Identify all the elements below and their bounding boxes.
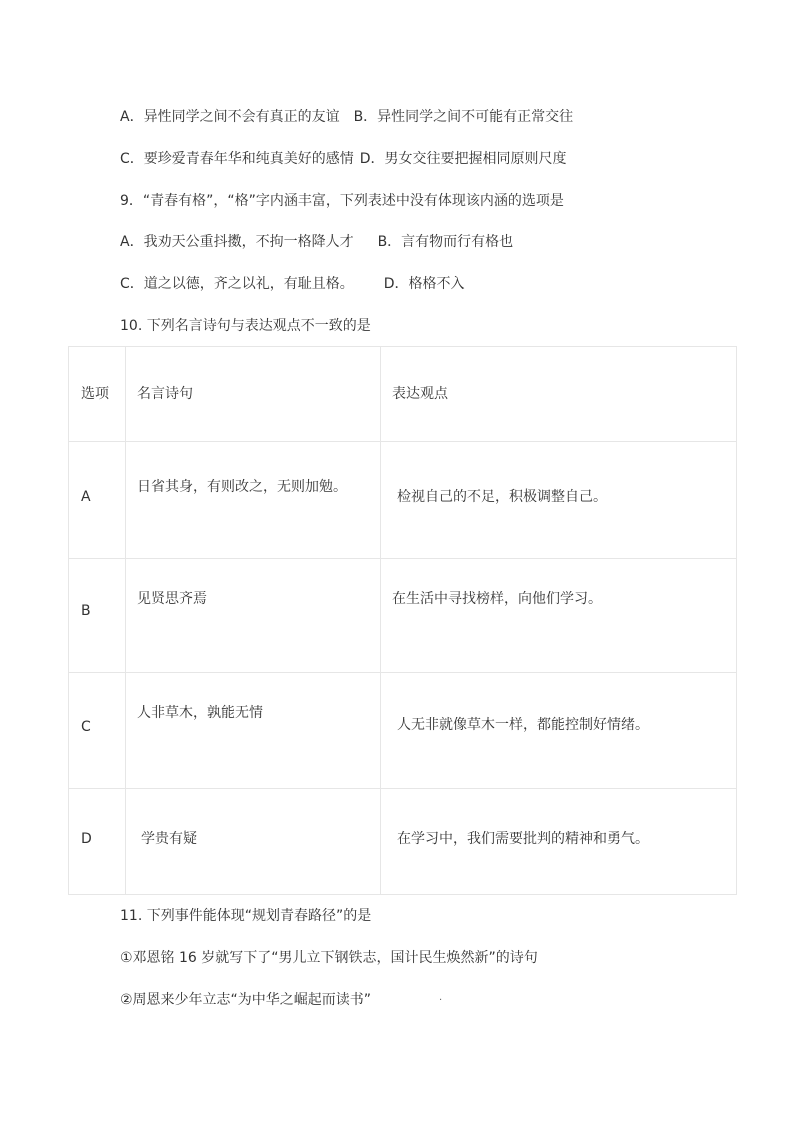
q8-options-row1 <box>120 107 573 127</box>
q11-item-2: ②周恩来少年立志“为中华之崛起而读书” <box>120 992 372 1008</box>
q11-item-1: ①邓恩铭 16 岁就写下了“男儿立下钢铁志，国计民生焕然新”的诗句 <box>120 950 538 966</box>
row-quote: 学贵有疑 <box>141 831 197 847</box>
q9-option-d: D．格格不入 <box>383 276 465 292</box>
table-row <box>69 559 737 673</box>
table-row <box>69 442 737 559</box>
q9-option-c: C．道之以德，齐之以礼，有耻且格。 <box>120 276 354 292</box>
q10-stem: 10. 下列名言诗句与表达观点不一致的是 <box>120 318 371 334</box>
row-view: 在学习中，我们需要批判的精神和勇气。 <box>397 831 649 847</box>
q8-option-d: D．男女交往要把握相同原则尺度 <box>359 151 567 167</box>
q8-option-c: C．要珍爱青春年华和纯真美好的感情 <box>120 151 354 167</box>
table-row <box>69 789 737 895</box>
q8-option-b: B．异性同学之间不可能有正常交往 <box>353 109 574 125</box>
row-option: C <box>81 719 91 735</box>
row-view: 在生活中寻找榜样，向他们学习。 <box>392 591 602 607</box>
header-option: 选项 <box>81 386 109 402</box>
row-view: 人无非就像草木一样，都能控制好情绪。 <box>397 717 649 733</box>
row-option: B <box>81 603 91 619</box>
q9-options-row2 <box>120 274 465 294</box>
q11-stem: 11. 下列事件能体现“规划青春路径”的是 <box>120 908 372 924</box>
row-quote: 日省其身，有则改之，无则加勉。 <box>137 479 347 495</box>
row-option: A <box>81 489 91 505</box>
table-header-row <box>69 347 737 442</box>
q8-options-row2 <box>120 149 567 169</box>
q8-option-a: A．异性同学之间不会有真正的友谊 <box>120 109 340 125</box>
header-quote: 名言诗句 <box>137 386 193 402</box>
row-quote: 见贤思齐焉 <box>137 591 207 607</box>
trailing-dot: · <box>439 995 443 1006</box>
q9-options-row1 <box>120 232 513 252</box>
header-view: 表达观点 <box>392 386 448 402</box>
q9-option-a: A．我劝天公重抖擞，不拘一格降人才 <box>120 234 354 250</box>
q9-option-b: B．言有物而行有格也 <box>377 234 514 250</box>
row-view: 检视自己的不足，积极调整自己。 <box>397 489 607 505</box>
q10-table <box>68 346 737 895</box>
q9-stem: 9．“青春有格”，“格”字内涵丰富，下列表述中没有体现该内涵的选项是 <box>120 193 564 209</box>
row-quote: 人非草木，孰能无情 <box>137 705 263 721</box>
table-row <box>69 673 737 789</box>
row-option: D <box>81 831 92 847</box>
